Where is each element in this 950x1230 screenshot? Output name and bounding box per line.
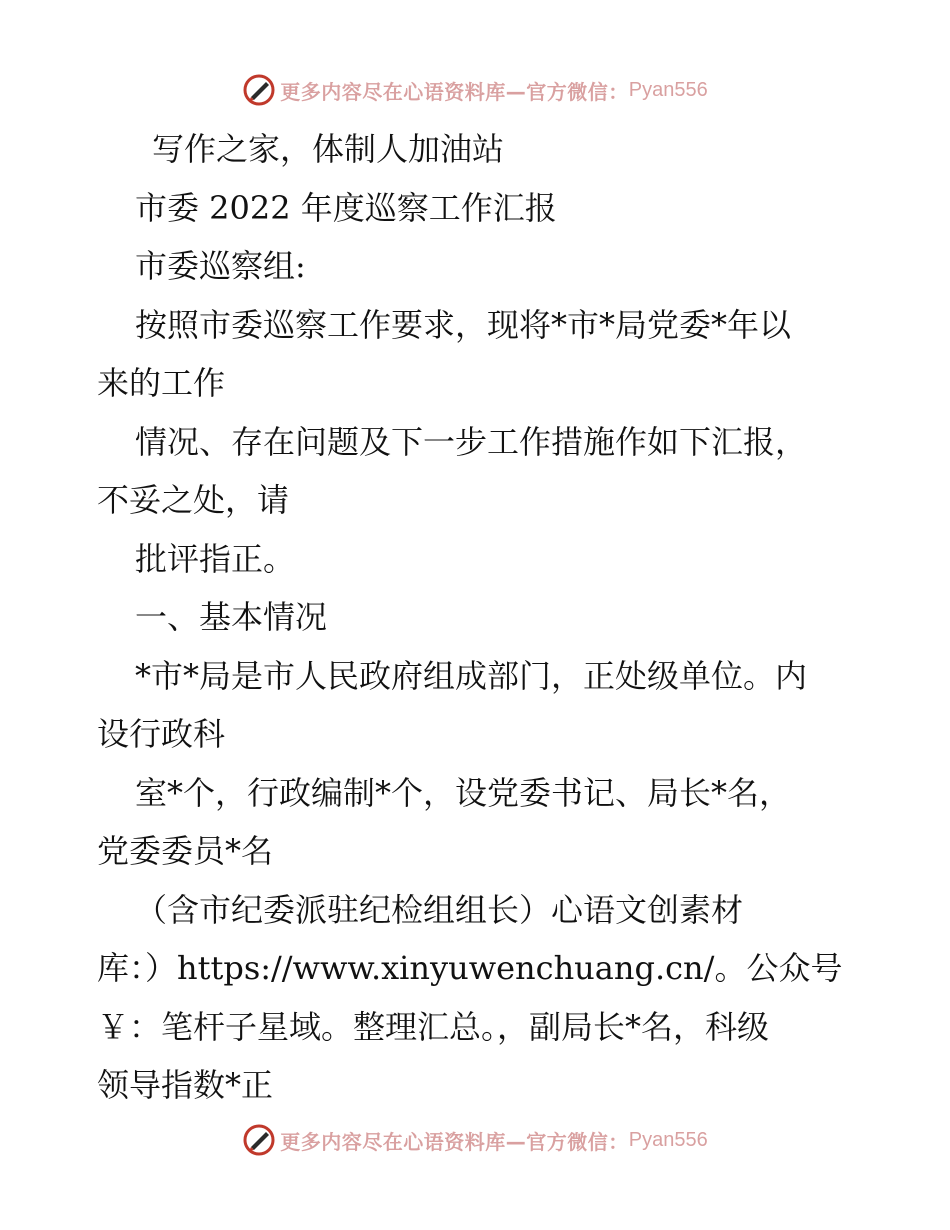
- pen-logo-icon: [242, 73, 276, 107]
- doc-title: 市委 2022 年度巡察工作汇报: [135, 188, 557, 227]
- doc-line: 按照市委巡察工作要求，现将*市*局党委*年以: [135, 305, 792, 344]
- doc-line: 设行政科: [97, 715, 226, 753]
- footer-watermark-banner: [0, 1120, 950, 1160]
- doc-line: 领导指数*正: [97, 1066, 274, 1104]
- doc-line: 库：）https://www.xinyuwenchuang.cn/。公众号: [97, 949, 843, 987]
- banner-text: 更多内容尽在心语资料库—官方微信：: [280, 1129, 629, 1154]
- doc-line: ￥：笔杆子星域。整理汇总。，副局长*名，科级: [97, 1007, 770, 1046]
- doc-line: 不妥之处，请: [97, 481, 290, 519]
- doc-line: 室*个，行政编制*个，设党委书记、局长*名，: [135, 773, 792, 812]
- banner-text: 更多内容尽在心语资料库—官方微信：: [280, 79, 629, 104]
- document-body: [97, 120, 857, 1115]
- header-watermark-banner: [0, 70, 950, 110]
- doc-line: 党委委员*名: [97, 832, 274, 870]
- banner-wechat-id: Pyan556: [628, 1128, 708, 1151]
- doc-line: 写作之家，体制人加油站: [152, 130, 505, 168]
- pen-logo-icon: [242, 1123, 276, 1157]
- doc-line: 市委巡察组:: [135, 247, 306, 285]
- doc-line: 来的工作: [97, 364, 226, 402]
- doc-line: *市*局是市人民政府组成部门，正处级单位。内: [135, 656, 808, 695]
- doc-line: 情况、存在问题及下一步工作措施作如下汇报，: [135, 422, 808, 461]
- doc-line: 批评指正。: [135, 539, 296, 578]
- banner-wechat-id: Pyan556: [628, 78, 708, 101]
- section-heading: 一、基本情况: [135, 598, 328, 636]
- doc-line: （含市纪委派驻纪检组组长）心语文创素材: [135, 890, 744, 929]
